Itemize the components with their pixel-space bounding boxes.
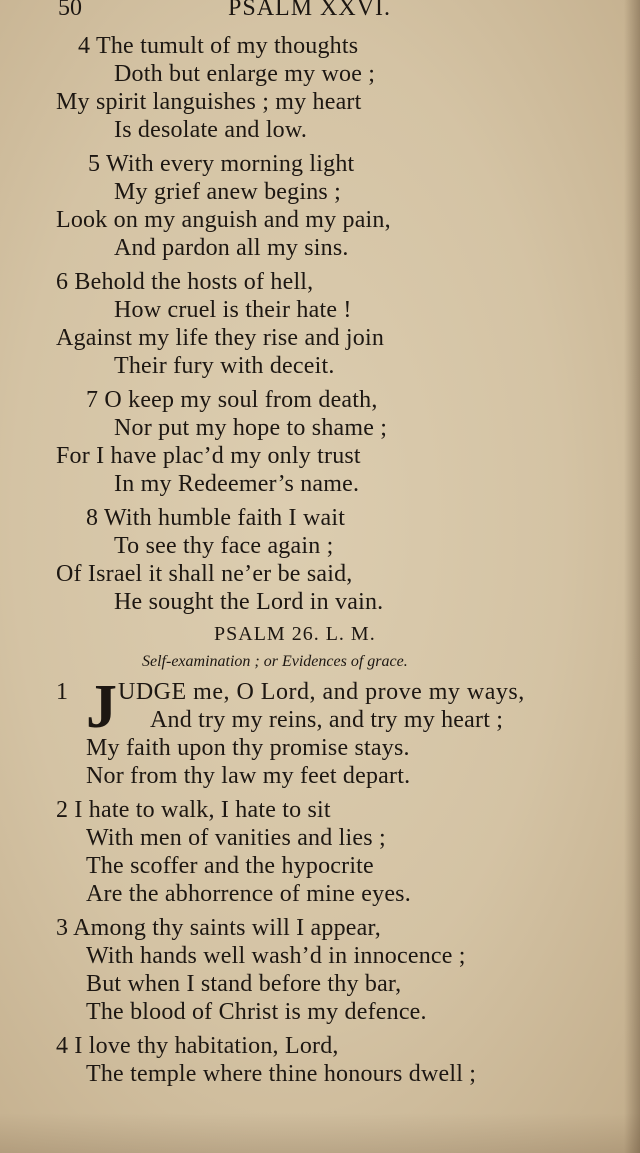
- verse-line: UDGE me, O Lord, and prove my ways,: [118, 679, 525, 705]
- psalm-subtitle: Self-examination ; or Evidences of grace.: [142, 653, 408, 670]
- verse-line: Doth but enlarge my woe ;: [114, 61, 376, 87]
- verse-line: For I have plac’d my only trust: [56, 443, 361, 469]
- verse-line: My grief anew begins ;: [114, 179, 342, 205]
- verse-line: In my Redeemer’s name.: [114, 471, 360, 497]
- verse-line: With men of vanities and lies ;: [86, 825, 386, 851]
- page-number: 50: [58, 0, 82, 21]
- verse-line: He sought the Lord in vain.: [114, 589, 384, 615]
- verse-line: My spirit languishes ; my heart: [56, 89, 362, 115]
- verse-line: 5 With every morning light: [88, 151, 355, 177]
- verse-line: Are the abhorrence of mine eyes.: [86, 881, 411, 907]
- verse-line: Look on my anguish and my pain,: [56, 207, 391, 233]
- verse-line: 4 The tumult of my thoughts: [78, 33, 359, 59]
- drop-cap: J: [86, 673, 117, 741]
- verse-line: And pardon all my sins.: [114, 235, 349, 261]
- verse-line: 8 With humble faith I wait: [86, 505, 346, 531]
- verse-line: Against my life they rise and join: [56, 325, 385, 351]
- verse-line: Their fury with deceit.: [114, 353, 335, 379]
- verse-line: 4 I love thy habitation, Lord,: [56, 1033, 339, 1059]
- verse-line: How cruel is their hate !: [114, 297, 352, 323]
- page-bottom-shade: [0, 1113, 640, 1153]
- verse-line: 6 Behold the hosts of hell,: [56, 269, 314, 295]
- verse-line: 2 I hate to walk, I hate to sit: [56, 797, 331, 823]
- verse-line: And try my reins, and try my heart ;: [150, 707, 504, 733]
- verse-line: To see thy face again ;: [114, 533, 334, 559]
- psalm-title: PSALM 26. L. M.: [214, 623, 376, 645]
- verse-line: Of Israel it shall ne’er be said,: [56, 561, 353, 587]
- verse-line: 7 O keep my soul from death,: [86, 387, 378, 413]
- verse-line: With hands well wash’d in innocence ;: [86, 943, 466, 969]
- verse-line: 3 Among thy saints will I appear,: [56, 915, 381, 941]
- verse-number: 1: [56, 679, 69, 705]
- running-head: PSALM XXVI.: [228, 0, 392, 21]
- verse-line: The temple where thine honours dwell ;: [86, 1061, 477, 1087]
- verse-line: Nor put my hope to shame ;: [114, 415, 388, 441]
- verse-line: The scoffer and the hypocrite: [86, 853, 374, 879]
- verse-line: But when I stand before thy bar,: [86, 971, 402, 997]
- verse-line: Is desolate and low.: [114, 117, 308, 143]
- verse-line: My faith upon thy promise stays.: [86, 735, 410, 761]
- verse-line: The blood of Christ is my defence.: [86, 999, 427, 1025]
- verse-line: Nor from thy law my feet depart.: [86, 763, 411, 789]
- page-edge-shadow: [624, 0, 640, 1153]
